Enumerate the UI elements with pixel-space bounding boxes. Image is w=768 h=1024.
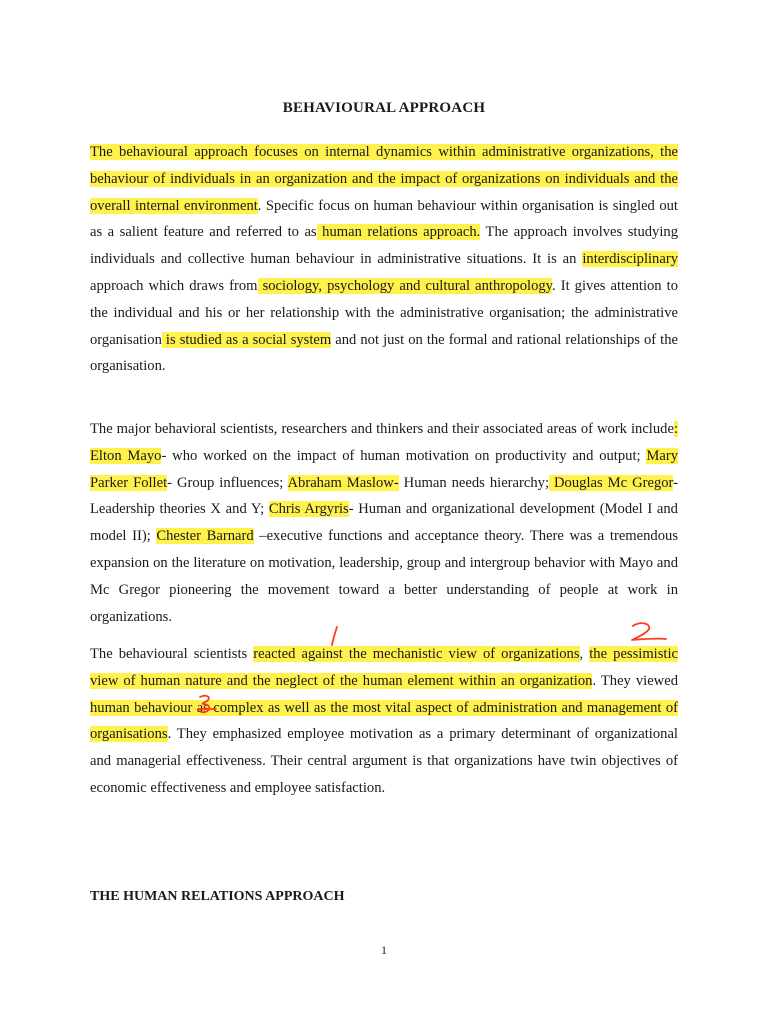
text-run: . They emphasized employee motivation as a primary determinant of organizational and managerial effectiveness. Their central argument is that organizations have twin objectives of economic effectiveness and employee satisfaction. bbox=[90, 726, 678, 796]
text-run: . It gives attention to the individual and his or her relationship with the administrative organisation; the administrative organisation bbox=[90, 277, 678, 348]
highlight: : Elton Mayo bbox=[90, 421, 678, 464]
highlight: Chris Argyris bbox=[268, 501, 349, 518]
document-title: BEHAVIOURAL APPROACH bbox=[282, 100, 486, 116]
text-run: , bbox=[579, 646, 590, 662]
highlight: Chester Barnard bbox=[156, 528, 254, 545]
text-run: The major behavioral scientists, researchers and thinkers and their associated areas of work include bbox=[90, 421, 674, 437]
text-run: –executive functions and acceptance theory. There was a tremendous expansion on the literature on motivation, leadership, group and intergroup behavior with Mayo and Mc Gregor pioneering the movement toward a better understanding of people at work in organizations. bbox=[90, 528, 678, 625]
paragraph-behavioural-approach bbox=[90, 139, 678, 380]
text-run: The behavioural scientists bbox=[90, 646, 254, 662]
text-run: . They viewed bbox=[592, 672, 678, 689]
text-run: - Human and organizational development (Model I and model II); bbox=[90, 501, 678, 545]
text-run: - who worked on the impact of human motivation on productivity and output; bbox=[161, 447, 647, 464]
text-run: Human needs hierarchy; bbox=[398, 474, 550, 491]
paragraph-behavioural-scientists-views bbox=[90, 641, 678, 802]
text-run: - Group influences; bbox=[167, 474, 288, 491]
paragraph-behavioral-scientists bbox=[90, 416, 678, 630]
highlight: reacted against the mechanistic view of organizations bbox=[253, 646, 580, 662]
highlight: Douglas Mc Gregor bbox=[549, 474, 674, 491]
highlight: the pessimistic view of human nature and the neglect of the human element within an organization bbox=[90, 646, 679, 689]
highlight: is studied as a social system bbox=[161, 331, 332, 348]
highlight: human behaviour as complex as well as the most vital aspect of administration and management of organisations bbox=[90, 699, 678, 743]
text-run: - Leadership theories X and Y; bbox=[90, 474, 678, 518]
highlight: human relations approach. bbox=[316, 224, 481, 241]
section-heading: THE HUMAN RELATIONS APPROACH bbox=[90, 889, 345, 904]
highlight: interdisciplinary bbox=[582, 251, 678, 268]
text-run: The approach involves studying individuals and collective human behaviour in administrative situations. It is an bbox=[90, 224, 678, 268]
text-run: approach which draws from bbox=[90, 277, 258, 294]
page-number: 1 bbox=[381, 943, 387, 957]
highlight: sociology, psychology and cultural anthropology bbox=[257, 277, 553, 294]
text-run: and not just on the formal and rational relationships of the organisation. bbox=[90, 331, 678, 375]
highlight: Mary Parker Follet bbox=[90, 447, 678, 491]
highlight: The behavioural approach focuses on internal dynamics within administrative organizations, the behaviour of individuals in an organization and the impact of organizations on individuals and the overall internal environment bbox=[90, 144, 678, 214]
text-run: . Specific focus on human behaviour within organisation is singled out as a salient feature and referred to as bbox=[90, 197, 678, 241]
highlight: Abraham Maslow- bbox=[287, 474, 399, 491]
